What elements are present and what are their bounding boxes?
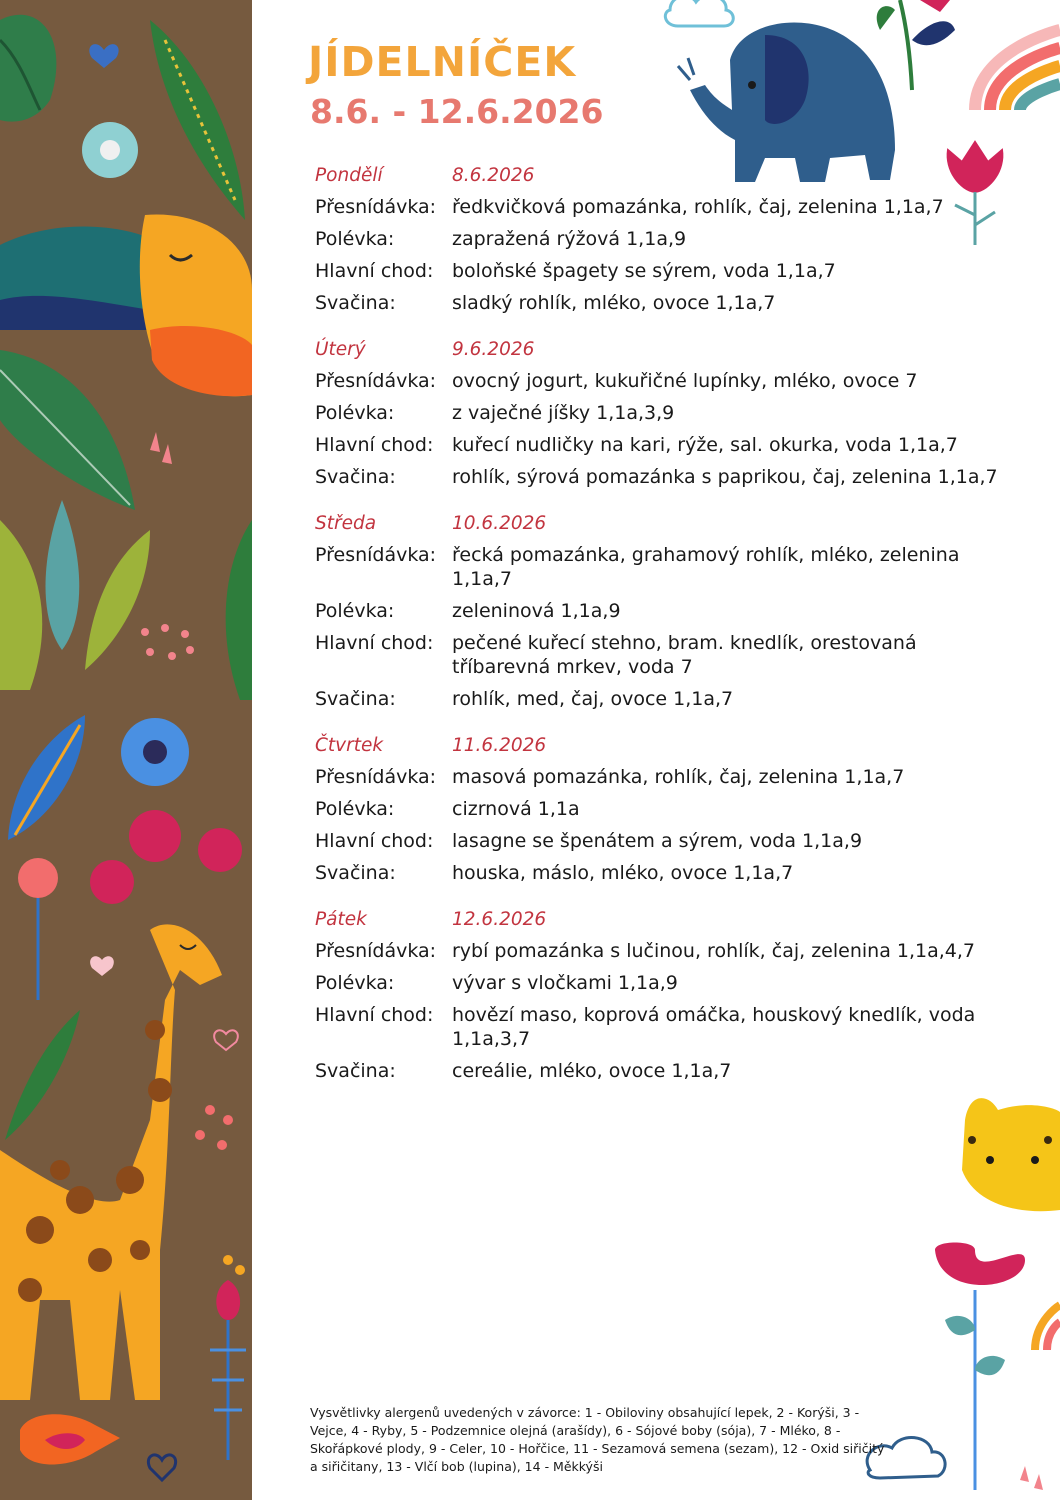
day-block [315,733,1005,885]
meal-label: Polévka: [315,972,395,994]
rainbow-icon [1035,1305,1060,1350]
meal-row [315,829,1005,853]
meal-row [315,599,1005,623]
meal-text: zeleninová 1,1a,9 [452,600,621,622]
cloud-icon [665,0,733,26]
leaf-icon [5,1010,80,1140]
meal-text: zapražená rýžová 1,1a,9 [452,228,687,250]
meal-row [315,401,1005,425]
day-heading [315,163,1005,189]
elephant-icon [678,23,895,182]
meal-text: rybí pomazánka s lučinou, rohlík, čaj, zelenina 1,1a,4,7 [452,940,975,962]
meal-label: Hlavní chod: [315,1004,434,1026]
meal-text: kuřecí nudličky na kari, rýže, sal. okurka, voda 1,1a,7 [452,434,958,456]
dots-decoration [1020,1466,1043,1490]
day-block [315,511,1005,711]
day-block [315,337,1005,489]
leaf-icon [0,350,135,510]
leaf-icon [0,15,56,122]
meal-row [315,971,1005,995]
meal-row [315,1003,1005,1051]
day-block [315,907,1005,1083]
meal-row [315,291,1005,315]
day-name: Pátek [315,909,367,930]
flower-icon [195,1105,233,1150]
meal-row [315,543,1005,591]
meal-text: ředkvičková pomazánka, rohlík, čaj, zelenina 1,1a,7 [452,196,944,218]
bird-icon [20,1414,120,1464]
day-name: Pondělí [315,165,383,186]
day-heading [315,907,1005,933]
decorative-side-strip [0,0,252,1500]
meal-text: ovocný jogurt, kukuřičné lupínky, mléko, ovoce 7 [452,370,918,392]
day-heading [315,511,1005,537]
meal-row [315,765,1005,789]
meal-text: cizrnová 1,1a [452,798,580,820]
day-date: 9.6.2026 [452,339,535,360]
meal-text: sladký rohlík, mléko, ovoce 1,1a,7 [452,292,776,314]
meal-text: hovězí maso, koprová omáčka, houskový knedlík, voda 1,1a,3,7 [452,1004,976,1050]
meal-text: rohlík, sýrová pomazánka s paprikou, čaj, zelenina 1,1a,7 [452,466,998,488]
flower-icon [121,718,189,786]
meal-text: vývar s vločkami 1,1a,9 [452,972,678,994]
day-heading [315,733,1005,759]
meal-row [315,687,1005,711]
meal-row [315,433,1005,457]
day-heading [315,337,1005,363]
meal-text: cereálie, mléko, ovoce 1,1a,7 [452,1060,732,1082]
meal-text: pečené kuřecí stehno, bram. knedlík, orestovaná tříbarevná mrkev, voda 7 [452,632,917,678]
meal-label: Polévka: [315,402,395,424]
flower-icon [18,858,58,1000]
meal-label: Přesnídávka: [315,370,437,392]
meal-label: Hlavní chod: [315,434,434,456]
weekly-menu [315,163,1005,1105]
meal-label: Svačina: [315,292,396,314]
meal-label: Polévka: [315,600,395,622]
meal-label: Přesnídávka: [315,544,437,566]
meal-label: Přesnídávka: [315,766,437,788]
meal-text: houska, máslo, mléko, ovoce 1,1a,7 [452,862,794,884]
day-name: Středa [315,513,377,534]
leaf-icon [0,500,252,700]
meal-label: Polévka: [315,798,395,820]
meal-label: Přesnídávka: [315,940,437,962]
week-date-range: 8.6. - 12.6.2026 [310,92,604,131]
jungle-illustration [0,0,252,1500]
day-date: 10.6.2026 [452,513,547,534]
leopard-icon [962,1098,1060,1211]
meal-label: Hlavní chod: [315,830,434,852]
meal-row [315,259,1005,283]
day-name: Úterý [315,339,366,360]
meal-row [315,631,1005,679]
meal-text: lasagne se špenátem a sýrem, voda 1,1a,9 [452,830,863,852]
meal-label: Hlavní chod: [315,632,434,654]
meal-row [315,861,1005,885]
meal-row [315,465,1005,489]
meal-label: Svačina: [315,688,396,710]
day-name: Čtvrtek [315,735,384,756]
day-date: 12.6.2026 [452,909,547,930]
heart-icon [148,1455,175,1480]
meal-row [315,939,1005,963]
day-block [315,163,1005,315]
meal-label: Svačina: [315,466,396,488]
leaf-icon [8,715,85,840]
flower-icon [90,810,242,904]
rainbow-icon [975,30,1060,110]
meal-label: Svačina: [315,1060,396,1082]
page-title: JÍDELNÍČEK [308,38,577,86]
meal-text: masová pomazánka, rohlík, čaj, zelenina 1,1a,7 [452,766,905,788]
meal-text: řecká pomazánka, grahamový rohlík, mléko, zelenina 1,1a,7 [452,544,960,590]
heart-icon [89,44,118,68]
meal-text: z vaječné jíšky 1,1a,3,9 [452,402,675,424]
meal-label: Polévka: [315,228,395,250]
meal-row [315,195,1005,219]
meal-text: rohlík, med, čaj, ovoce 1,1a,7 [452,688,734,710]
flower-icon [210,1255,246,1460]
meal-row [315,797,1005,821]
leaf-icon [150,20,245,220]
meal-row [315,369,1005,393]
meal-row [315,1059,1005,1083]
flower-icon [82,122,138,178]
meal-label: Hlavní chod: [315,260,434,282]
tulip-icon [877,0,955,90]
meal-row [315,227,1005,251]
meal-text: boloňské špagety se sýrem, voda 1,1a,7 [452,260,836,282]
day-date: 11.6.2026 [452,735,547,756]
tulip-icon [935,1243,1025,1491]
day-date: 8.6.2026 [452,165,535,186]
allergen-legend: Vysvětlivky alergenů uvedených v závorce: 1 - Obiloviny obsahující lepek, 2 - Korýši, 3 - Vejce, 4 - Ryby, 5 - Podzemnice olejná (arašídy), 6 - Sójové boby (sója), 7 - Mléko, 8 - Skořápkové plody, 9 - Celer, 10 - Hořčice, 11 - Sezamová semena (sezam), 12 - Oxid siřičitý a siřičitany, 13 - Vlčí bob (lupina), 14 - Měkkýši [310,1405,885,1474]
meal-label: Přesnídávka: [315,196,437,218]
giraffe-icon [0,924,222,1400]
meal-label: Svačina: [315,862,396,884]
